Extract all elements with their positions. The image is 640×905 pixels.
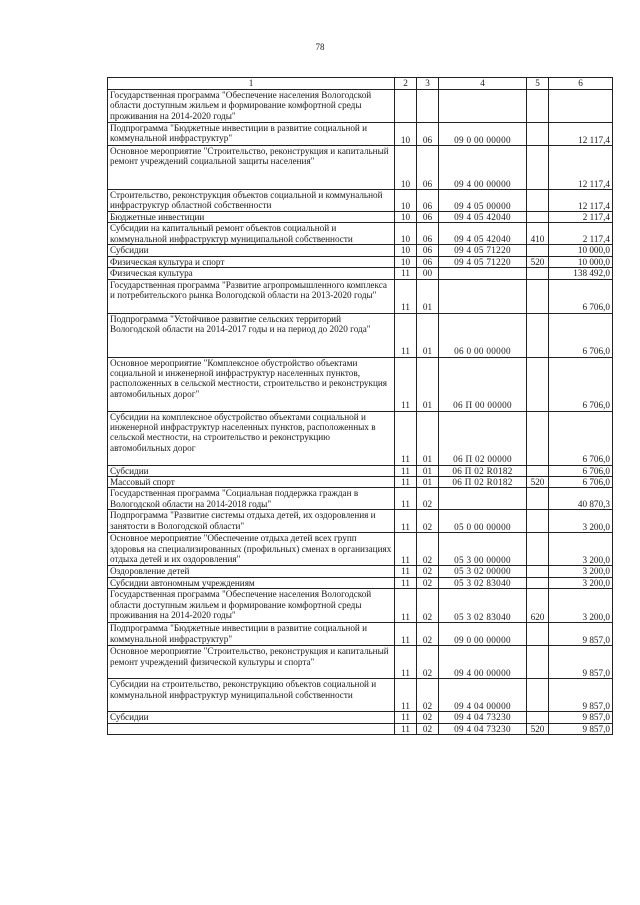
table-row <box>108 245 613 256</box>
cell-sub: 02 <box>417 712 439 723</box>
cell-name: Подпрограмма "Бюджетные инвестиции в развитие социальной и коммунальной инфраструктур" <box>108 123 395 146</box>
cell-name: Субсидии <box>108 465 395 476</box>
cell-vr <box>527 190 549 212</box>
cell-name: Основное мероприятие "Комплексное обустройство объектами социальной и инженерной инфраструктур населенных пунктов, расположенных в сельской местности, строительство и реконструкция автомобильных дорог" <box>108 357 395 411</box>
cell-sec: 10 <box>395 146 417 190</box>
cell-vr: 520 <box>527 723 549 734</box>
cell-csr: 09 4 05 71220 <box>439 245 527 256</box>
cell-sub: 01 <box>417 313 439 357</box>
cell-csr: 05 0 00 00000 <box>439 510 527 533</box>
cell-vr <box>527 411 549 465</box>
cell-sum: 6 706,0 <box>549 279 613 313</box>
cell-vr <box>527 245 549 256</box>
cell-name: Государственная программа "Обеспечение населения Вологодской области доступным жильем и формирование комфортной среды проживания на 2014-2020 годы" <box>108 589 395 623</box>
cell-vr: 410 <box>527 223 549 245</box>
cell-sec: 11 <box>395 623 417 646</box>
cell-sub: 06 <box>417 190 439 212</box>
cell-csr: 09 4 04 73230 <box>439 723 527 734</box>
cell-sub: 06 <box>417 256 439 267</box>
cell-name: Субсидии <box>108 245 395 256</box>
cell-csr: 05 3 02 83040 <box>439 589 527 623</box>
cell-sub: 01 <box>417 411 439 465</box>
cell-csr: 09 0 00 00000 <box>439 123 527 146</box>
cell-name: Субсидии на строительство, реконструкцию объектов социальной и коммунальной инфраструктур муниципальной собственности <box>108 679 395 712</box>
cell-sum: 40 870,3 <box>549 488 613 510</box>
table-row <box>108 577 613 588</box>
cell-sub: 02 <box>417 679 439 712</box>
cell-name: Физическая культура <box>108 268 395 279</box>
cell-sec: 11 <box>395 465 417 476</box>
table-row <box>108 477 613 488</box>
cell-csr: 09 4 00 00000 <box>439 646 527 679</box>
cell-name: Государственная программа "Обеспечение населения Вологодской области доступным жильем и формирование комфортной среды проживания на 2014-2020 годы" <box>108 90 395 123</box>
cell-csr: 09 4 00 00000 <box>439 146 527 190</box>
cell-csr: 09 4 05 71220 <box>439 256 527 267</box>
cell-sum: 3 200,0 <box>549 566 613 577</box>
cell-sub: 06 <box>417 245 439 256</box>
cell-sum: 3 200,0 <box>549 533 613 566</box>
cell-csr: 09 0 00 00000 <box>439 623 527 646</box>
cell-name: Бюджетные инвестиции <box>108 212 395 223</box>
cell-sec: 11 <box>395 566 417 577</box>
cell-vr <box>527 566 549 577</box>
cell-name: Подпрограмма "Бюджетные инвестиции в развитие социальной и коммунальной инфраструктур" <box>108 623 395 646</box>
table-row <box>108 723 613 734</box>
budget-table <box>107 77 613 735</box>
cell-csr: 06 П 02 00000 <box>439 411 527 465</box>
cell-vr <box>527 279 549 313</box>
cell-csr: 09 4 04 73230 <box>439 712 527 723</box>
cell-sec: 11 <box>395 589 417 623</box>
table-row <box>108 589 613 623</box>
cell-sum: 3 200,0 <box>549 577 613 588</box>
cell-vr <box>527 268 549 279</box>
cell-name: Субсидии на капитальный ремонт объектов социальной и коммунальной инфраструктур муниципальной собственности <box>108 223 395 245</box>
cell-name: Основное мероприятие "Строительство, реконструкция и капитальный ремонт учреждений физической культуры и спорта" <box>108 646 395 679</box>
cell-sec: 11 <box>395 712 417 723</box>
cell-sum: 6 706,0 <box>549 411 613 465</box>
table-row <box>108 190 613 212</box>
cell-sub: 06 <box>417 212 439 223</box>
cell-vr <box>527 488 549 510</box>
table-row <box>108 223 613 245</box>
cell-vr <box>527 646 549 679</box>
cell-sum: 12 117,4 <box>549 146 613 190</box>
cell-sum: 2 117,4 <box>549 223 613 245</box>
cell-sub: 06 <box>417 146 439 190</box>
cell-vr <box>527 510 549 533</box>
cell-sec: 11 <box>395 357 417 411</box>
cell-vr <box>527 90 549 123</box>
cell-name: Строительство, реконструкция объектов социальной и коммунальной инфраструктур областной собственности <box>108 190 395 212</box>
cell-sub: 06 <box>417 223 439 245</box>
cell-sum: 9 857,0 <box>549 723 613 734</box>
cell-vr <box>527 623 549 646</box>
cell-sec: 11 <box>395 268 417 279</box>
cell-csr: 05 3 00 00000 <box>439 533 527 566</box>
cell-sub <box>417 90 439 123</box>
cell-sec: 11 <box>395 533 417 566</box>
table-row <box>108 533 613 566</box>
header-col-5: 5 <box>527 78 549 90</box>
cell-vr: 620 <box>527 589 549 623</box>
cell-sub: 02 <box>417 566 439 577</box>
table-row <box>108 146 613 190</box>
table-row <box>108 411 613 465</box>
cell-csr: 09 4 04 00000 <box>439 679 527 712</box>
cell-name: Основное мероприятие "Строительство, реконструкция и капитальный ремонт учреждений социальной защиты населения" <box>108 146 395 190</box>
cell-sub: 00 <box>417 268 439 279</box>
cell-name <box>108 723 395 734</box>
cell-sec: 11 <box>395 679 417 712</box>
cell-csr: 05 3 02 83040 <box>439 577 527 588</box>
cell-vr <box>527 313 549 357</box>
cell-vr <box>527 577 549 588</box>
table-row <box>108 623 613 646</box>
cell-sec: 10 <box>395 245 417 256</box>
cell-sum: 2 117,4 <box>549 212 613 223</box>
cell-csr <box>439 268 527 279</box>
cell-name: Физическая культура и спорт <box>108 256 395 267</box>
table-row <box>108 212 613 223</box>
cell-sum: 3 200,0 <box>549 510 613 533</box>
cell-name: Субсидии <box>108 712 395 723</box>
table-header-row <box>108 78 613 90</box>
table-row <box>108 123 613 146</box>
cell-sec: 10 <box>395 123 417 146</box>
cell-csr: 06 П 02 R0182 <box>439 465 527 476</box>
cell-vr: 520 <box>527 256 549 267</box>
cell-sub: 02 <box>417 533 439 566</box>
cell-sec: 10 <box>395 223 417 245</box>
cell-name: Подпрограмма "Устойчивое развитие сельских территорий Вологодской области на 2014-2017 годы и на период до 2020 года" <box>108 313 395 357</box>
cell-sub: 01 <box>417 465 439 476</box>
cell-sub: 02 <box>417 577 439 588</box>
cell-sec: 10 <box>395 212 417 223</box>
cell-sum <box>549 90 613 123</box>
cell-name: Оздоровление детей <box>108 566 395 577</box>
cell-sec: 10 <box>395 190 417 212</box>
table-row <box>108 510 613 533</box>
cell-sub: 02 <box>417 589 439 623</box>
cell-sum: 9 857,0 <box>549 679 613 712</box>
cell-sum: 10 000,0 <box>549 245 613 256</box>
table-row <box>108 357 613 411</box>
cell-sub: 02 <box>417 623 439 646</box>
header-col-2: 2 <box>395 78 417 90</box>
cell-sub: 01 <box>417 357 439 411</box>
cell-sec: 11 <box>395 279 417 313</box>
table-row <box>108 566 613 577</box>
cell-name: Субсидии автономным учреждениям <box>108 577 395 588</box>
cell-sum: 12 117,4 <box>549 190 613 212</box>
cell-name: Государственная программа "Развитие агропромышленного комплекса и потребительского рынка Вологодской области на 2013-2020 годы" <box>108 279 395 313</box>
cell-sec: 11 <box>395 577 417 588</box>
cell-csr: 06 П 02 R0182 <box>439 477 527 488</box>
table-row <box>108 256 613 267</box>
cell-name: Подпрограмма "Развитие системы отдыха детей, их оздоровления и занятости в Вологодской области" <box>108 510 395 533</box>
cell-sum: 12 117,4 <box>549 123 613 146</box>
cell-sub: 01 <box>417 477 439 488</box>
cell-vr <box>527 212 549 223</box>
cell-name: Основное мероприятие "Обеспечение отдыха детей всех групп здоровья на специализированных (профильных) сменах в организациях отдыха детей и их оздоровления" <box>108 533 395 566</box>
cell-name: Государственная программа "Социальная поддержка граждан в Вологодской области на 2014-2018 годы" <box>108 488 395 510</box>
table-row <box>108 488 613 510</box>
cell-sec <box>395 90 417 123</box>
cell-vr <box>527 712 549 723</box>
cell-sec: 11 <box>395 313 417 357</box>
cell-sub: 02 <box>417 510 439 533</box>
header-col-4: 4 <box>439 78 527 90</box>
header-col-6: 6 <box>549 78 613 90</box>
cell-sec: 11 <box>395 646 417 679</box>
cell-sum: 9 857,0 <box>549 712 613 723</box>
cell-csr: 06 П 00 00000 <box>439 357 527 411</box>
cell-csr: 09 4 05 42040 <box>439 212 527 223</box>
cell-vr <box>527 357 549 411</box>
cell-sec: 10 <box>395 256 417 267</box>
cell-sum: 9 857,0 <box>549 646 613 679</box>
cell-sub: 02 <box>417 488 439 510</box>
cell-sec: 11 <box>395 477 417 488</box>
cell-csr <box>439 488 527 510</box>
cell-sum: 6 706,0 <box>549 313 613 357</box>
cell-sec: 11 <box>395 510 417 533</box>
table-row <box>108 268 613 279</box>
table-row <box>108 712 613 723</box>
table-row <box>108 90 613 123</box>
cell-sub: 02 <box>417 723 439 734</box>
cell-vr <box>527 146 549 190</box>
cell-sum: 138 492,0 <box>549 268 613 279</box>
page-number: 78 <box>315 42 325 52</box>
cell-vr <box>527 123 549 146</box>
cell-csr <box>439 279 527 313</box>
cell-sec: 11 <box>395 723 417 734</box>
cell-vr: 520 <box>527 477 549 488</box>
cell-vr <box>527 465 549 476</box>
header-col-3: 3 <box>417 78 439 90</box>
cell-sec: 11 <box>395 488 417 510</box>
table-row <box>108 679 613 712</box>
cell-sub: 02 <box>417 646 439 679</box>
cell-name: Субсидии на комплексное обустройство объектами социальной и инженерной инфраструктур населенных пунктов, расположенных в сельской местности, на строительство и реконструкцию автомобильных дорог <box>108 411 395 465</box>
table-row <box>108 465 613 476</box>
cell-sum: 6 706,0 <box>549 465 613 476</box>
cell-sum: 6 706,0 <box>549 477 613 488</box>
cell-sec: 11 <box>395 411 417 465</box>
cell-csr: 05 3 02 00000 <box>439 566 527 577</box>
cell-sum: 3 200,0 <box>549 589 613 623</box>
cell-csr: 09 4 05 42040 <box>439 223 527 245</box>
cell-sub: 06 <box>417 123 439 146</box>
cell-name: Массовый спорт <box>108 477 395 488</box>
table-row <box>108 646 613 679</box>
cell-sub: 01 <box>417 279 439 313</box>
cell-sum: 9 857,0 <box>549 623 613 646</box>
header-col-1: 1 <box>108 78 395 90</box>
cell-vr <box>527 679 549 712</box>
cell-csr <box>439 90 527 123</box>
table-row <box>108 313 613 357</box>
table-row <box>108 279 613 313</box>
cell-vr <box>527 533 549 566</box>
cell-sum: 6 706,0 <box>549 357 613 411</box>
cell-sum: 10 000,0 <box>549 256 613 267</box>
cell-csr: 06 0 00 00000 <box>439 313 527 357</box>
cell-csr: 09 4 05 00000 <box>439 190 527 212</box>
